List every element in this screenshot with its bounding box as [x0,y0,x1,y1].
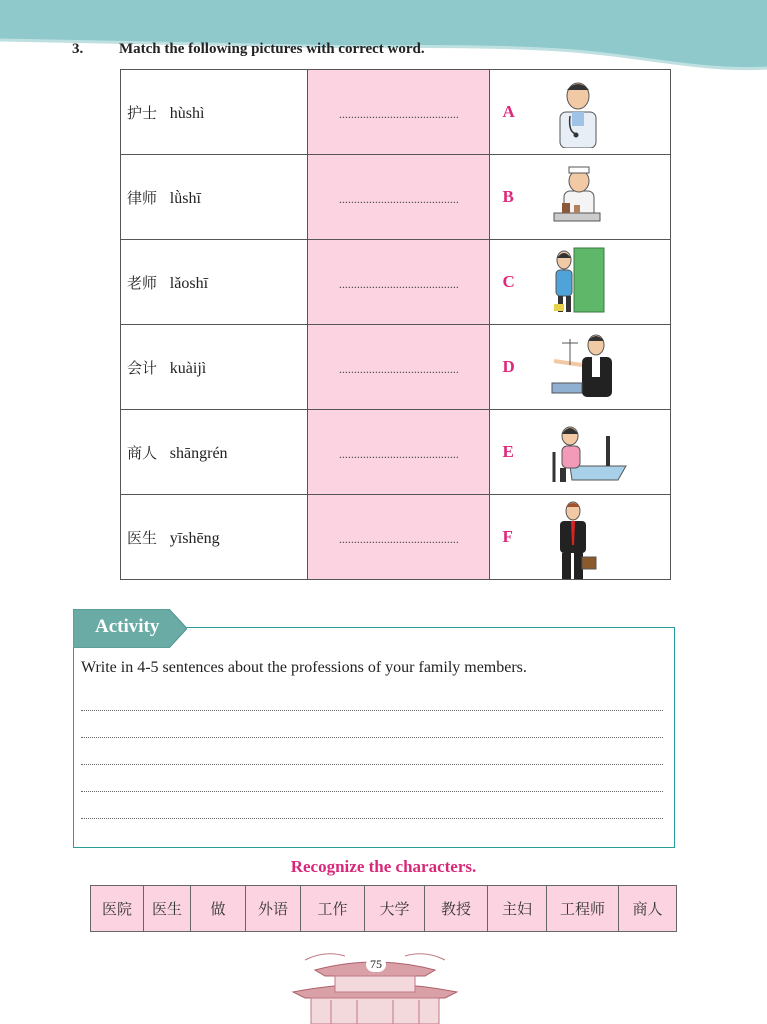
activity-prompt: Write in 4-5 sentences about the professions of your family members. [81,659,527,676]
answer-blank[interactable] [308,410,490,495]
table-row [121,70,671,155]
character-cell: 商人 [618,885,677,932]
table-row [121,325,671,410]
word-chinese: 商人 [127,443,158,462]
word-pinyin: shāngrén [169,444,228,462]
word-chinese: 律师 [127,188,158,207]
nurse-with-tray-illustration [548,161,608,233]
activity-title: Activity [95,616,160,637]
table-row [121,410,671,495]
character-cell: 做 [190,885,246,932]
word-cell [121,495,308,580]
character-cell: 医院 [90,885,144,932]
character-cell: 外语 [245,885,301,932]
character-cell: 医生 [143,885,191,932]
answer-blank[interactable] [308,325,490,410]
word-chinese: 护士 [127,103,158,122]
picture-letter: A [502,102,515,121]
picture-cell [490,410,671,495]
character-cell: 主妇 [487,885,547,932]
question-instruction: Match the following pictures with correct word. [119,41,425,57]
answer-blank[interactable] [308,155,490,240]
accountant-at-computer-illustration [548,416,628,488]
matching-table [120,69,671,580]
character-cell: 大学 [364,885,425,932]
lawyer-with-scales-illustration [548,331,618,403]
word-pinyin: lǎoshī [169,274,209,292]
character-cell: 工程师 [546,885,619,932]
picture-letter: F [502,527,513,546]
word-pinyin: kuàijì [169,359,207,377]
picture-letter: C [502,272,515,291]
table-row [121,240,671,325]
picture-cell [490,70,671,155]
answer-dots: ........................................ [338,446,459,461]
answer-blank[interactable] [308,495,490,580]
pagoda-footer-decoration [285,940,465,1024]
picture-letter: B [502,187,514,206]
word-chinese: 老师 [127,273,158,292]
word-cell [121,240,308,325]
answer-blank[interactable] [308,70,490,155]
question-number: 3. [72,41,84,57]
picture-cell [490,155,671,240]
word-pinyin: lǜshī [169,189,201,207]
writing-line[interactable] [81,737,663,738]
picture-cell [490,325,671,410]
activity-tab-text-holder [73,609,187,648]
word-cell [121,325,308,410]
page-number: 75 [366,957,386,972]
word-chinese: 会计 [127,358,158,377]
table-row [121,155,671,240]
word-cell [121,410,308,495]
header-wave-decoration [0,0,767,75]
character-cell: 教授 [424,885,488,932]
word-cell [121,155,308,240]
writing-line[interactable] [81,791,663,792]
answer-blank[interactable] [308,240,490,325]
answer-dots: ........................................ [338,276,459,291]
word-pinyin: yīshēng [169,529,220,547]
word-cell [121,70,308,155]
answer-dots: ........................................ [338,531,459,546]
doctor-with-stethoscope-illustration [548,76,608,148]
writing-line[interactable] [81,818,663,819]
character-cell: 工作 [300,885,365,932]
picture-cell [490,240,671,325]
answer-dots: ........................................ [338,106,459,121]
writing-line[interactable] [81,764,663,765]
recognize-title: Recognize the characters. [290,857,477,876]
picture-letter: E [502,442,514,461]
businessman-with-briefcase-illustration [548,501,608,581]
picture-letter: D [502,357,515,376]
teacher-at-chalkboard-illustration [548,246,608,318]
answer-dots: ........................................ [338,191,459,206]
writing-line[interactable] [81,710,663,711]
table-row [121,495,671,580]
character-row [91,885,677,932]
word-pinyin: hùshì [169,104,205,122]
word-chinese: 医生 [127,528,158,547]
picture-cell [490,495,671,580]
answer-dots: ........................................ [338,361,459,376]
